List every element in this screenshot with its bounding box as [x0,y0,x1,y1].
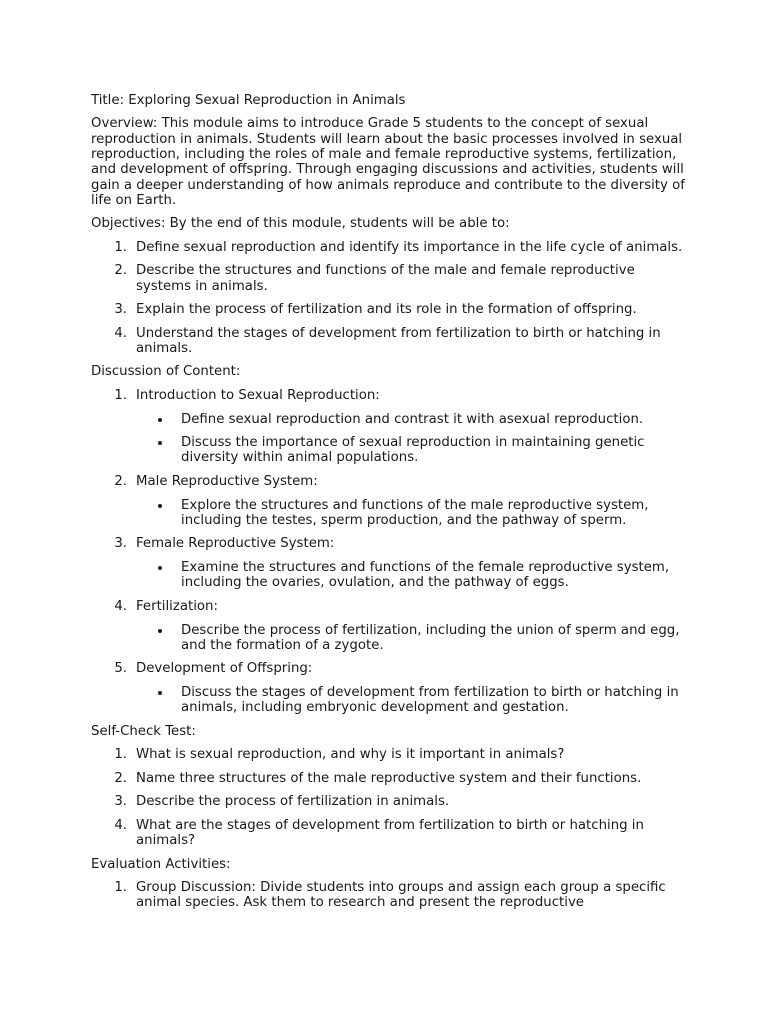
list-text: What are the stages of development from fertilization to birth or hatching in animals? [136,817,644,849]
list-number: 3. [114,536,127,552]
bullet-text: Examine the structures and functions of the female reproductive system, including the ovaries, ovulation, and the pathway of eggs. [181,560,670,591]
evaluation-heading: Evaluation Activities: [91,856,231,872]
bullet-list [136,498,691,529]
list-text: Male Reproductive System: [136,473,318,489]
bullet-item [136,435,691,466]
bullet-list [136,685,691,716]
list-text: What is sexual reproduction, and why is it important in animals? [136,747,565,763]
bullet-item [136,560,691,591]
evaluation-item [91,880,691,911]
bullet-list [136,412,691,466]
question-item [91,771,691,786]
objective-item [91,263,691,294]
bullet-icon [158,629,162,633]
discussion-item [91,661,691,715]
list-text: Name three structures of the male reproductive system and their functions. [136,770,642,786]
list-text: Understand the stages of development from fertilization to birth or hatching in animals. [136,325,661,356]
list-number: 2. [114,473,127,489]
document-body [91,93,691,919]
list-number: 1. [114,747,127,763]
discussion-heading: Discussion of Content: [91,364,241,380]
bullet-item [136,498,691,529]
document-title: Title: Exploring Sexual Reproduction in Animals [91,93,406,108]
bullet-text: Describe the process of fertilization, including the union of sperm and egg, and the formation of a zygote. [181,622,680,653]
bullet-text: Discuss the stages of development from fertilization to birth or hatching in animals, including embryonic development and gestation. [181,685,679,716]
discussion-item [91,474,691,528]
question-item [91,818,691,849]
list-number: 3. [114,794,127,810]
bullet-list [136,560,691,591]
list-text: Fertilization: [136,598,218,614]
bullet-icon [158,566,162,570]
objective-item [91,240,691,255]
objectives-list [91,240,691,356]
list-text: Female Reproductive System: [136,536,335,552]
bullet-text: Define sexual reproduction and contrast it with asexual reproduction. [181,411,644,427]
question-item [91,747,691,762]
list-number: 2. [114,263,127,279]
list-number: 1. [114,387,127,403]
bullet-item [136,623,691,654]
self-check-list [91,747,691,848]
bullet-icon [158,504,162,508]
list-number: 3. [114,302,127,318]
discussion-item [91,536,691,590]
bullet-item [136,412,691,427]
question-item [91,794,691,809]
list-number: 4. [114,817,127,833]
bullet-item [136,685,691,716]
objective-item [91,326,691,357]
bullet-icon [158,418,162,422]
bullet-icon [158,441,162,445]
bullet-icon [158,691,162,695]
list-text: Describe the structures and functions of the male and female reproductive systems in animals. [136,263,635,294]
list-text: Group Discussion: Divide students into groups and assign each group a specific animal species. Ask them to research and present the reproductive [136,879,666,911]
discussion-item [91,388,691,466]
bullet-text: Explore the structures and functions of the male reproductive system, including the testes, sperm production, and the pathway of sperm. [181,497,649,528]
list-text: Introduction to Sexual Reproduction: [136,387,380,403]
bullet-text: Discuss the importance of sexual reproduction in maintaining genetic diversity within animal populations. [181,435,645,466]
list-number: 4. [114,598,127,614]
objective-item [91,302,691,317]
self-check-heading: Self-Check Test: [91,723,196,739]
list-number: 1. [114,239,127,255]
evaluation-list [91,880,691,911]
bullet-list [136,623,691,654]
list-number: 5. [114,661,127,677]
overview-paragraph: Overview: This module aims to introduce Grade 5 students to the concept of sexual reproduction in animals. Students will learn about the basic processes involved in sexual reproduction, including the roles of male and female reproductive systems, fertilization, and development of offspring. Through engaging discussions and activities, students will gain a deeper understanding of how animals reproduce and contribute to the diversity of life on Earth. [91,116,685,208]
list-number: 1. [114,879,127,895]
discussion-item [91,599,691,653]
list-number: 2. [114,770,127,786]
list-text: Explain the process of fertilization and its role in the formation of offspring. [136,302,637,318]
discussion-list [91,388,691,716]
list-text: Development of Offspring: [136,661,313,677]
objectives-heading: Objectives: By the end of this module, students will be able to: [91,216,510,232]
list-text: Define sexual reproduction and identify its importance in the life cycle of animals. [136,239,683,255]
list-number: 4. [114,325,127,341]
list-text: Describe the process of fertilization in animals. [136,794,450,810]
